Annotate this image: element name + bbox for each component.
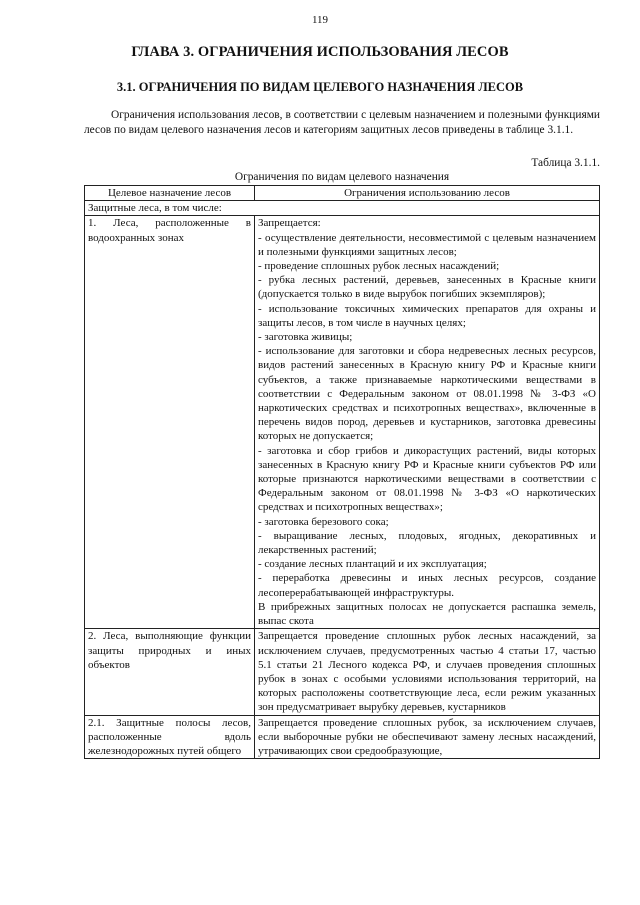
group-row-label: Защитные леса, в том числе: bbox=[85, 201, 600, 216]
column-header-purpose: Целевое назначение лесов bbox=[85, 186, 255, 201]
section-title: 3.1. ОГРАНИЧЕНИЯ ПО ВИДАМ ЦЕЛЕВОГО НАЗНАЧЕНИЯ ЛЕСОВ bbox=[116, 80, 524, 94]
restrictions-cell bbox=[255, 216, 600, 629]
restrictions-cell bbox=[255, 715, 600, 759]
table-caption: Таблица 3.1.1. bbox=[531, 157, 600, 169]
restriction-item: Запрещается: bbox=[258, 217, 321, 230]
chapter-title: ГЛАВА 3. ОГРАНИЧЕНИЯ ИСПОЛЬЗОВАНИЯ ЛЕСОВ bbox=[131, 44, 509, 60]
purpose-cell: 1. Леса, расположенные в водоохранных зонах bbox=[85, 216, 255, 629]
table-row bbox=[85, 715, 600, 759]
restriction-item: - выращивание лесных, плодовых, ягодных, декоративных и лекарственных растений; bbox=[258, 529, 596, 557]
table-row bbox=[85, 629, 600, 715]
restriction-item: Запрещается проведение сплошных рубок, за исключением случаев, если выборочные рубки не обеспечивают замену лесных насаждений, утрачивающих свои средообразующие, bbox=[258, 716, 596, 757]
restriction-item: - создание лесных плантаций и их эксплуатация; bbox=[258, 558, 487, 571]
intro-paragraph: Ограничения использования лесов, в соответствии с целевым назначением и полезными функциями лесов по видам целевого назначения лесов и категориям защитных лесов приведены в таблице 3.1.1. bbox=[84, 109, 600, 136]
restriction-item: - проведение сплошных рубок лесных насаждений; bbox=[258, 260, 500, 273]
restrictions-cell bbox=[255, 629, 600, 715]
table-header-row bbox=[85, 186, 600, 201]
purpose-cell: 2.1. Защитные полосы лесов, расположенные вдоль железнодорожных путей общего bbox=[85, 715, 255, 759]
restriction-item: - переработка древесины и иных лесных ресурсов, создание лесоперерабатывающей инфраструктуры. bbox=[258, 572, 596, 599]
restriction-item: - использование токсичных химических препаратов для охраны и защиты лесов, в том числе в научных целях; bbox=[258, 302, 596, 329]
restriction-item: Запрещается проведение сплошных рубок лесных насаждений, за исключением случаев, предусмотренных частью 4 статьи 17, частью 5.1 статьи 21 Лесного кодекса РФ, и случаев проведения сплошных рубок в зонах с особыми условиями использования территорий, на которых расположены соответствующие леса, если режим указанных зон предусматривает вырубку деревьев, кустарников bbox=[258, 630, 596, 714]
restriction-item: В прибрежных защитных полосах не допускается распашка земель, выпас скота bbox=[258, 600, 596, 628]
group-row bbox=[85, 201, 600, 216]
restriction-item: - заготовка живицы; bbox=[258, 331, 353, 344]
purpose-cell: 2. Леса, выполняющие функции защиты природных и иных объектов bbox=[85, 629, 255, 715]
restriction-item: - заготовка и сбор грибов и дикорастущих растений, виды которых занесенных в Красную книгу РФ и Красные книги субъектов РФ или которые признаются наркотическими веществами в соответствии с Федеральным законом от 08.01.1998 № 3-ФЗ «О наркотических средствах и психотропных веществах»; bbox=[258, 444, 596, 514]
restrictions-table bbox=[84, 185, 600, 759]
column-header-restrictions: Ограничения использованию лесов bbox=[255, 186, 600, 201]
table-row bbox=[85, 216, 600, 629]
page-number: 119 bbox=[311, 14, 329, 26]
restriction-item: - использование для заготовки и сбора недревесных лесных ресурсов, видов растений занесенных в Красную книгу РФ и Красные книги субъектов, а также признаваемые наркотическими веществами в соответствии с Федеральным законом от 08.01.1998 № 3-ФЗ «О наркотических средствах и психотропных веществах», включенные в перечень видов пород, деревьев и кустарников, заготовка древесины которых не допускается; bbox=[258, 345, 596, 443]
table-heading: Ограничения по видам целевого назначения bbox=[234, 171, 450, 183]
restriction-item: - рубка лесных растений, деревьев, занесенных в Красные книги (допускается только в виде вырубок погибших экземпляров); bbox=[258, 274, 596, 301]
restriction-item: - осуществление деятельности, несовместимой с целевым назначением и полезными функциями защитных лесов; bbox=[258, 231, 596, 258]
restriction-item: - заготовка березового сока; bbox=[258, 515, 389, 528]
